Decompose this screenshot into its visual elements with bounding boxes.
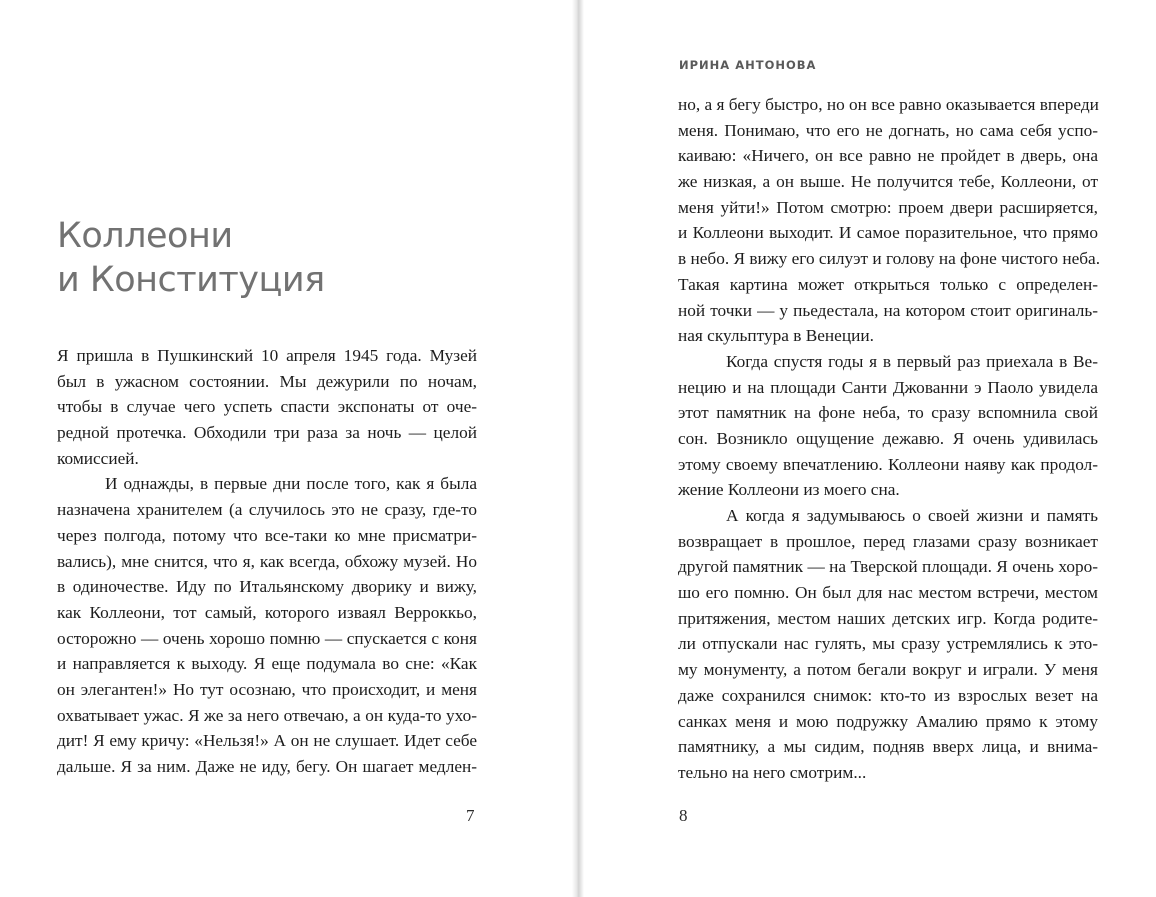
- text-line: возвращает в прошлое, перед глазами сразу возникает: [678, 531, 1098, 551]
- text-line: как Коллеони, тот самый, которого изваял Верроккьо,: [57, 602, 477, 622]
- text-line: притяжения, местом наших детских игр. Когда родите-: [678, 608, 1098, 628]
- text-line: но, а я бегу быстро, но он все равно оказывается впереди: [678, 95, 1099, 114]
- book-gutter: [572, 0, 584, 897]
- text-line: в одиночестве. Иду по Итальянскому дворику и вижу,: [57, 577, 477, 597]
- text-line: тельно на него смотрим...: [678, 762, 867, 782]
- text-line: Когда спустя годы я в первый раз приехала в Ве-: [726, 351, 1098, 371]
- text-line: через полгода, потому что все-таки ко мне присматри-: [57, 525, 477, 545]
- text-line: же низкая, а он выше. Не получится тебе, Коллеони, от: [678, 172, 1098, 192]
- text-line: нецию и на площади Санти Джованни э Паоло увидела: [678, 377, 1098, 397]
- text-line: шо его помню. Он был для нас местом встречи, местом: [678, 583, 1098, 603]
- right-page: [584, 0, 1156, 897]
- text-line: осторожно — очень хорошо помню — спускается с коня: [57, 628, 477, 648]
- text-line: чтобы в случае чего успеть спасти экспонаты от оче-: [57, 397, 477, 417]
- text-line: А когда я задумываюсь о своей жизни и память: [726, 506, 1098, 525]
- right-body-text: [678, 92, 1101, 786]
- text-line: сон. Возникло ощущение дежавю. Я очень удивилась: [678, 428, 1098, 448]
- text-line: памятнику, а мы сидим, подняв вверх лица, и внима-: [678, 737, 1098, 757]
- text-line: жение Коллеони из моего сна.: [678, 480, 900, 500]
- left-body-text: [57, 343, 477, 780]
- text-line: редной протечка. Обходили три раза за ночь — целой: [57, 423, 477, 443]
- chapter-title: [57, 214, 325, 302]
- text-line: дит! Я ему кричу: «Нельзя!» А он не слушает. Идет себе: [57, 731, 477, 751]
- text-line: охватывает ужас. Я же за него отвечаю, а он куда-то ухо-: [57, 705, 477, 725]
- text-line: меня. Понимаю, что его не догнать, но сама себя успо-: [678, 120, 1098, 140]
- text-line: и направляется к выходу. Я еще подумала во сне: «Как: [57, 654, 477, 674]
- text-line: назначена хранителем (а случилось это не сразу, где-то: [57, 500, 477, 520]
- chapter-title-line: Коллеони: [57, 216, 233, 256]
- text-line: санках меня и мою подружку Амалию прямо к этому: [678, 711, 1098, 731]
- page-number: 8: [679, 806, 688, 825]
- text-line: му монументу, а потом бегали вокруг и играли. У меня: [678, 660, 1098, 680]
- text-line: Я пришла в Пушкинский 10 апреля 1945 года. Музей: [57, 346, 477, 365]
- text-line: Такая картина может открыться только с определен-: [678, 274, 1098, 294]
- text-line: был в ужасном состоянии. Мы дежурили по ночам,: [57, 371, 477, 391]
- text-line: ной точки — у пьедестала, на котором стоит оригиналь-: [678, 300, 1098, 320]
- text-line: он элегантен!» Но тут осознаю, что происходит, и меня: [57, 679, 477, 699]
- text-line: комиссией.: [57, 448, 139, 468]
- text-line: ли отпускали нас гулять, мы сразу устремлялись к это-: [678, 634, 1098, 654]
- text-line: и Коллеони выходит. И самое поразительное, что прямо: [678, 223, 1098, 243]
- left-page: [0, 0, 572, 897]
- text-line: каиваю: «Ничего, он все равно не пройдет в дверь, она: [678, 146, 1098, 166]
- page-number: 7: [466, 806, 475, 825]
- text-line: ная скульптура в Венеции.: [678, 326, 874, 346]
- text-line: этому своему впечатлению. Коллеони наяву как продол-: [678, 454, 1098, 474]
- text-line: другой памятник — на Тверской площади. Я очень хоро-: [678, 557, 1098, 577]
- text-line: И однажды, в первые дни после того, как я была: [105, 474, 477, 494]
- chapter-title-line: и Конституция: [57, 260, 325, 300]
- text-line: вались), мне снится, что я, как всегда, обхожу музей. Но: [57, 551, 477, 571]
- text-line: в небо. Я вижу его силуэт и голову на фоне чистого неба.: [678, 249, 1101, 269]
- text-line: меня уйти!» Потом смотрю: проем двери расширяется,: [678, 197, 1098, 217]
- text-line: дальше. Я за ним. Даже не иду, бегу. Он шагает медлен-: [57, 757, 477, 776]
- text-line: даже сохранился снимок: кто-то из взрослых везет на: [678, 685, 1098, 705]
- running-head: ИРИНА АНТОНОВА: [679, 58, 817, 72]
- text-line: этот памятник на фоне неба, то сразу вспомнила свой: [678, 403, 1098, 423]
